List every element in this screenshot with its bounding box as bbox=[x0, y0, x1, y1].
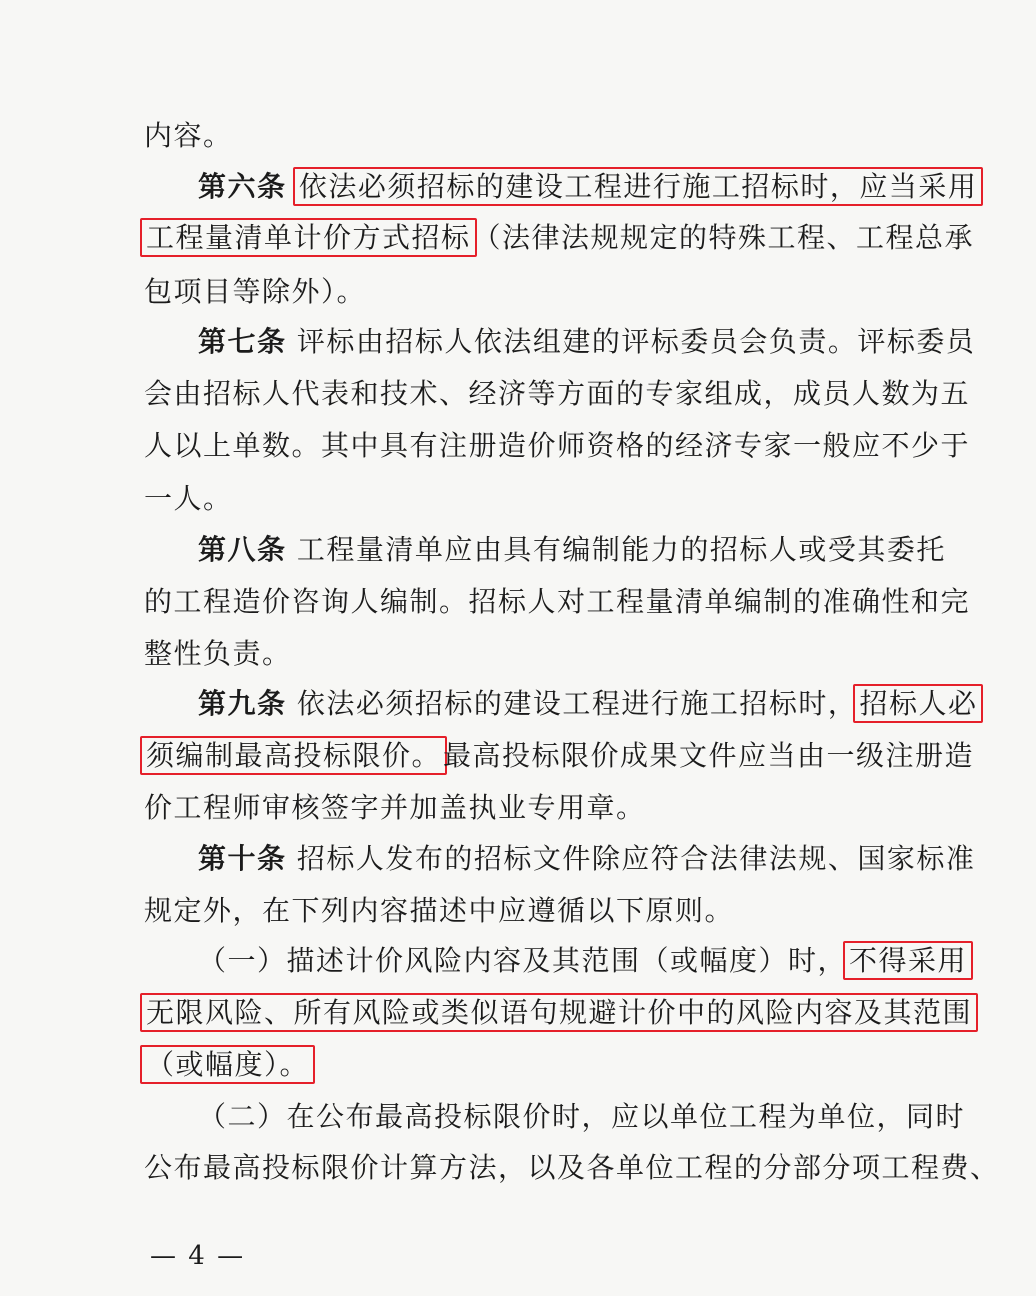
article-9 bbox=[198, 684, 978, 724]
text-line bbox=[144, 218, 975, 258]
article-8 bbox=[198, 530, 946, 570]
clause-1 bbox=[198, 941, 968, 981]
line-text: 最高投标限价成果文件应当由一级注册造 bbox=[443, 739, 975, 772]
highlight-box: 招标人必 bbox=[853, 684, 983, 723]
text-line bbox=[144, 272, 916, 312]
line-text: 的工程造价咨询人编制。招标人对工程量清单编制的准确性和完 bbox=[144, 585, 971, 618]
line-text: （二）在公布最高投标限价时，应以单位工程为单位，同时 bbox=[198, 1100, 966, 1133]
text-line bbox=[144, 736, 975, 776]
highlight-box: 依法必须招标的建设工程进行施工招标时，应当采用 bbox=[293, 167, 984, 206]
clause-2 bbox=[198, 1097, 966, 1137]
line-text: 公布最高投标限价计算方法，以及各单位工程的分部分项工程费、 bbox=[144, 1151, 1000, 1184]
article-7-title: 第七条 bbox=[198, 325, 287, 358]
text-line bbox=[144, 426, 971, 466]
text-line bbox=[144, 993, 973, 1033]
line-text: （一）描述计价风险内容及其范围（或幅度）时， bbox=[198, 944, 848, 977]
article-10-title: 第十条 bbox=[198, 842, 287, 875]
text-line bbox=[144, 1045, 916, 1085]
line-text: 包项目等除外）。 bbox=[144, 275, 367, 308]
text-line bbox=[144, 116, 916, 156]
line-text: 内容。 bbox=[144, 119, 233, 152]
text-line bbox=[144, 374, 971, 414]
line-text: （法律法规规定的特殊工程、工程总承 bbox=[472, 221, 975, 254]
line-text: 人以上单数。其中具有注册造价师资格的经济专家一般应不少于 bbox=[144, 429, 971, 462]
highlight-box: （或幅度）。 bbox=[140, 1045, 315, 1084]
article-10 bbox=[198, 839, 976, 879]
line-text: 规定外，在下列内容描述中应遵循以下原则。 bbox=[144, 894, 735, 927]
highlight-box: 无限风险、所有风险或类似语句规避计价中的风险内容及其范围 bbox=[140, 993, 978, 1032]
article-7 bbox=[198, 322, 976, 362]
article-8-title: 第八条 bbox=[198, 533, 287, 566]
article-9-title: 第九条 bbox=[198, 687, 287, 720]
line-text: 会由招标人代表和技术、经济等方面的专家组成，成员人数为五 bbox=[144, 377, 971, 410]
line-text: 工程量清单应由具有编制能力的招标人或受其委托 bbox=[296, 533, 946, 566]
line-text: 招标人发布的招标文件除应符合法律法规、国家标准 bbox=[296, 842, 976, 875]
text-line bbox=[144, 1148, 1000, 1188]
highlight-box: 不得采用 bbox=[843, 941, 973, 980]
line-text: 评标由招标人依法组建的评标委员会负责。评标委员 bbox=[296, 325, 976, 358]
text-line bbox=[144, 582, 971, 622]
highlight-box: 工程量清单计价方式招标 bbox=[140, 218, 477, 257]
text-line bbox=[144, 634, 916, 674]
page-number: — 4 — bbox=[150, 1241, 246, 1271]
text-line bbox=[144, 891, 916, 931]
highlight-box: 须编制最高投标限价。 bbox=[140, 736, 447, 775]
line-text: 一人。 bbox=[144, 482, 233, 515]
text-line bbox=[144, 479, 916, 519]
line-text: 价工程师审核签字并加盖执业专用章。 bbox=[144, 791, 646, 824]
article-6-title: 第六条 bbox=[198, 170, 287, 203]
text-line bbox=[144, 788, 916, 828]
article-6 bbox=[198, 167, 978, 207]
line-text: 依法必须招标的建设工程进行施工招标时， bbox=[296, 687, 858, 720]
line-text: 整性负责。 bbox=[144, 637, 292, 670]
